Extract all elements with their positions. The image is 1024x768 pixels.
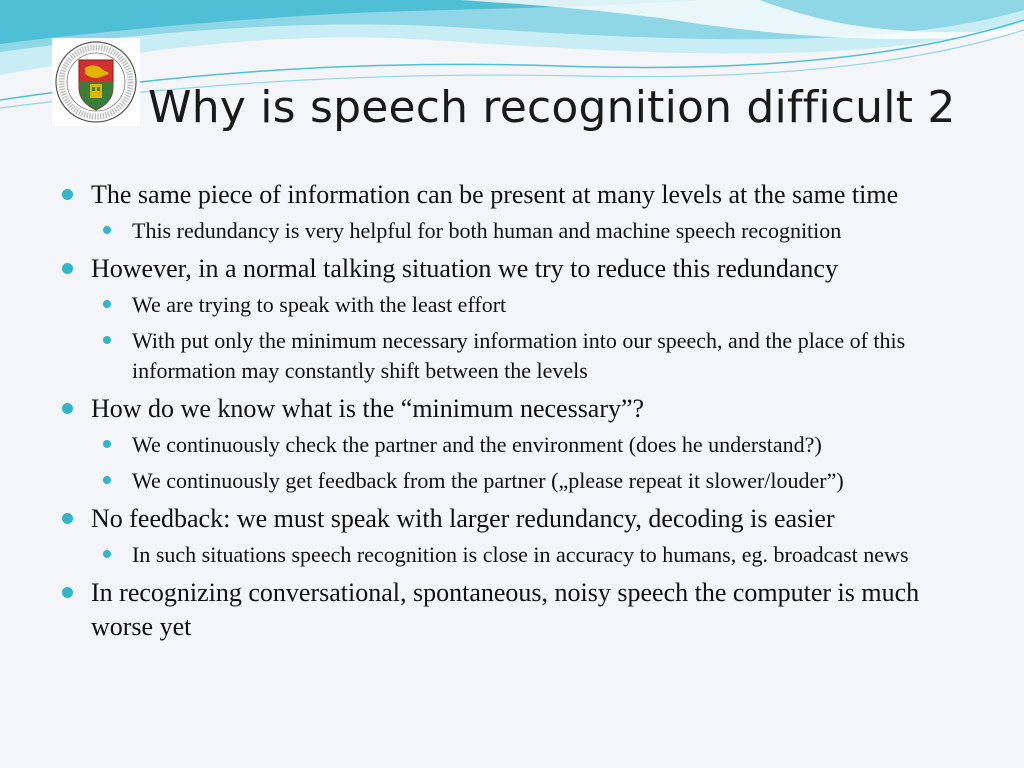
- sub-bullet-dot-icon: [103, 300, 111, 308]
- university-seal-logo: [52, 38, 140, 126]
- bullet-item: [62, 392, 982, 426]
- sub-bullet-item: [103, 466, 982, 496]
- sub-bullet-dot-icon: [103, 476, 111, 484]
- bullet-dot-icon: [62, 587, 73, 598]
- sub-bullet-item: [103, 326, 982, 386]
- sub-bullet-item: [103, 216, 982, 246]
- bullet-text: However, in a normal talking situation we try to reduce this redundancy: [91, 254, 838, 283]
- sub-bullet-dot-icon: [103, 226, 111, 234]
- slide-title: Why is speech recognition difficult 2: [148, 82, 956, 133]
- sub-bullet-item: [103, 430, 982, 460]
- sub-bullet-text: We continuously check the partner and the environment (does he understand?): [132, 432, 822, 457]
- sub-bullet-item: [103, 540, 982, 570]
- bullet-list: [62, 178, 982, 648]
- sub-bullet-text: With put only the minimum necessary information into our speech, and the place of this information may constantly shift between the levels: [132, 328, 906, 383]
- bullet-text: How do we know what is the “minimum necessary”?: [91, 394, 645, 423]
- sub-bullet-dot-icon: [103, 440, 111, 448]
- bullet-text: In recognizing conversational, spontaneous, noisy speech the computer is much worse yet: [91, 578, 920, 641]
- bullet-dot-icon: [62, 189, 73, 200]
- sub-bullet-text: We are trying to speak with the least effort: [132, 292, 507, 317]
- bullet-item: [62, 178, 982, 212]
- bullet-item: [62, 252, 982, 286]
- bullet-item: [62, 576, 982, 644]
- bullet-item: [62, 502, 982, 536]
- sub-bullet-text: This redundancy is very helpful for both human and machine speech recognition: [132, 218, 842, 243]
- sub-bullet-text: In such situations speech recognition is close in accuracy to humans, eg. broadcast news: [132, 542, 909, 567]
- sub-bullet-item: [103, 290, 982, 320]
- bullet-dot-icon: [62, 263, 73, 274]
- bullet-text: No feedback: we must speak with larger redundancy, decoding is easier: [91, 504, 835, 533]
- sub-bullet-text: We continuously get feedback from the partner („please repeat it slower/louder”): [132, 468, 844, 493]
- sub-bullet-dot-icon: [103, 336, 111, 344]
- bullet-text: The same piece of information can be present at many levels at the same time: [91, 180, 899, 209]
- sub-bullet-dot-icon: [103, 550, 111, 558]
- bullet-dot-icon: [62, 403, 73, 414]
- bullet-dot-icon: [62, 513, 73, 524]
